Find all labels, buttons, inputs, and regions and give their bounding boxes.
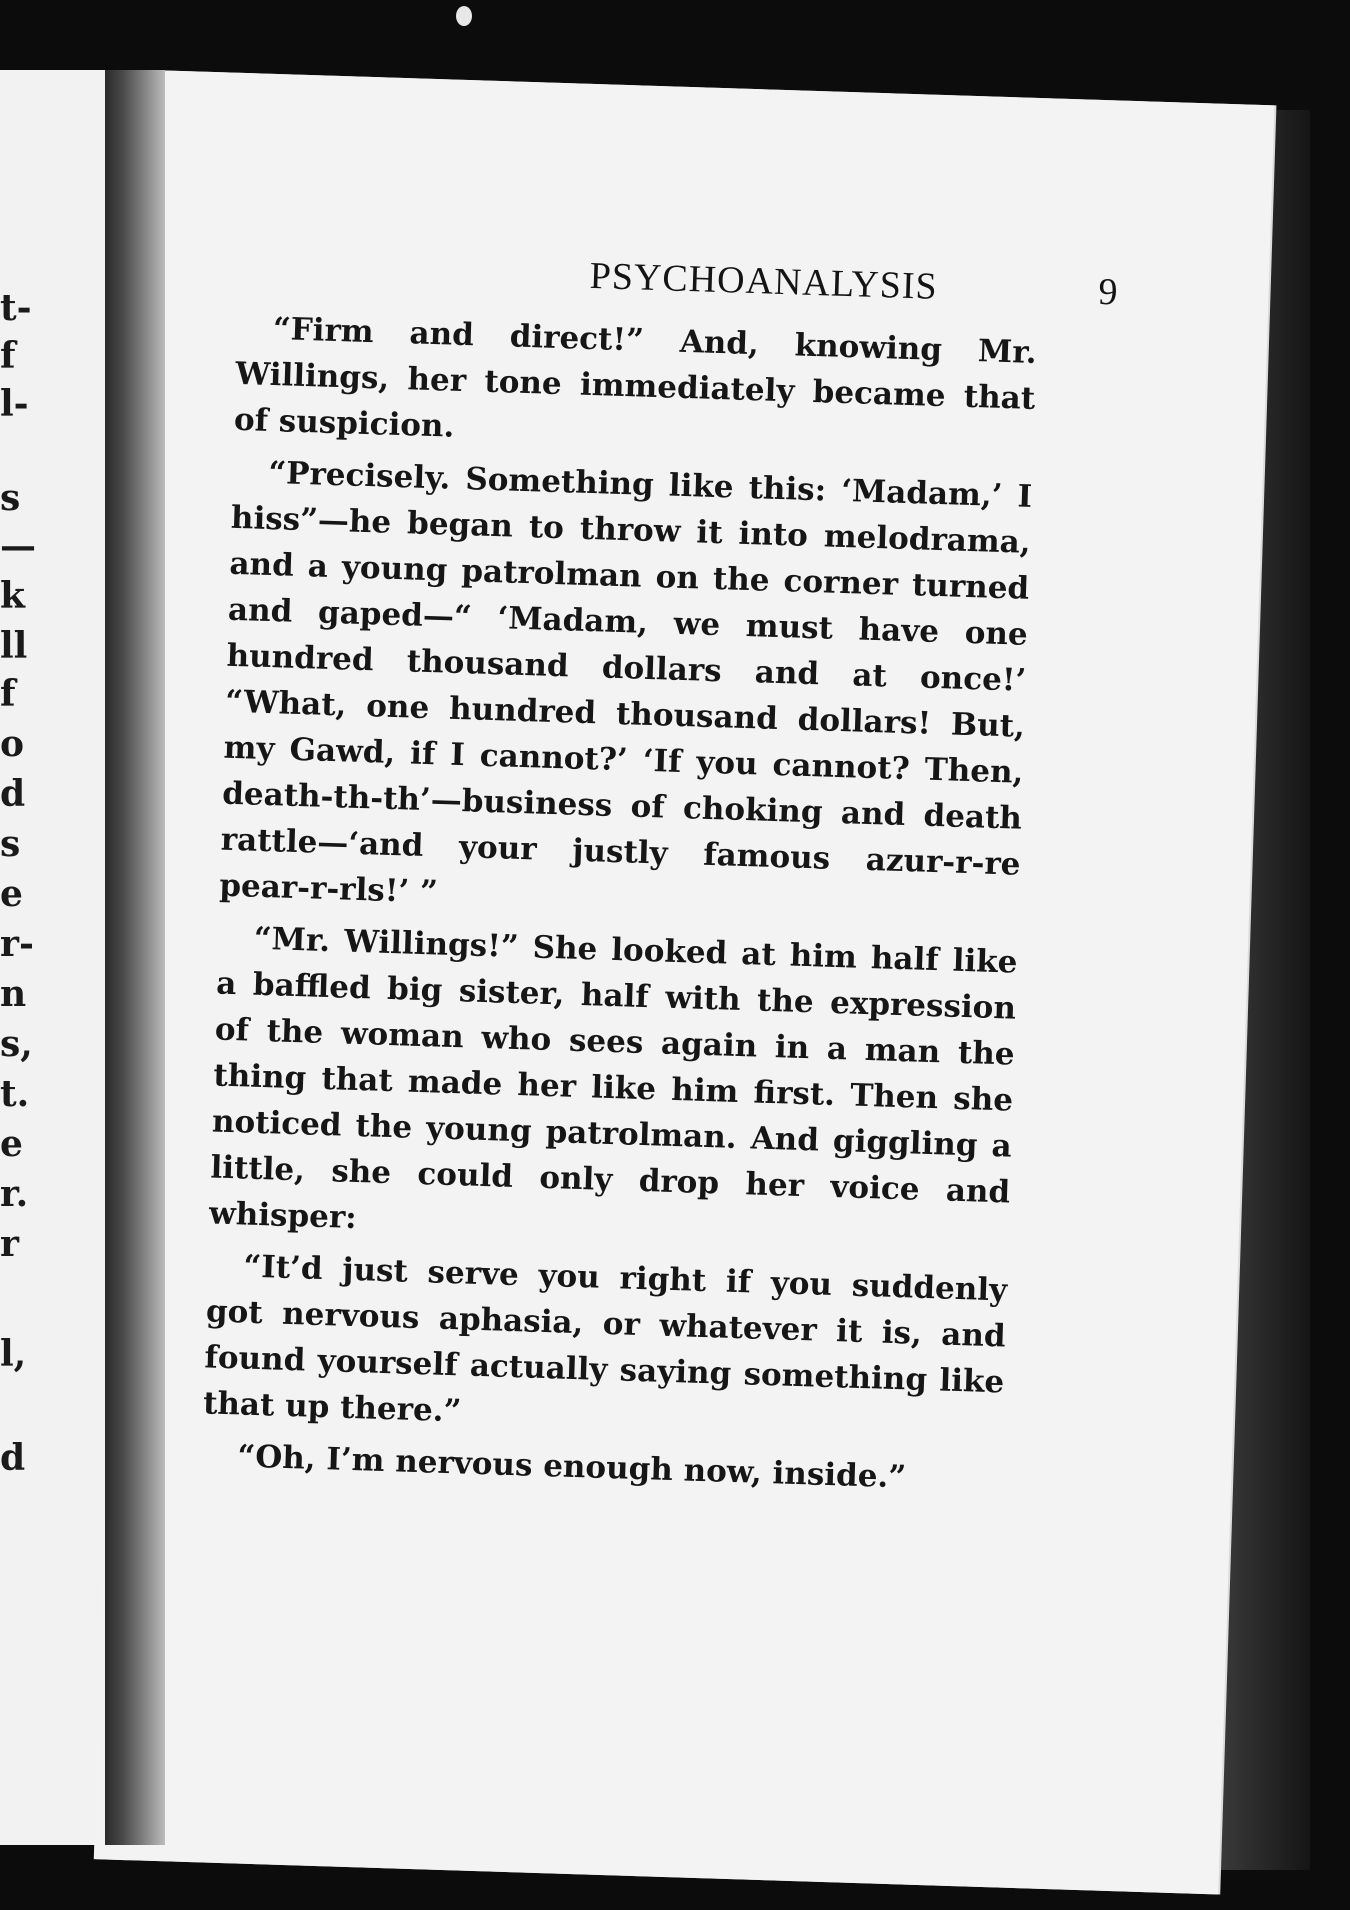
left-page-fragment: l, [0,1333,27,1375]
paragraph: “Oh, I’m nervous enough now, inside.” [236,1438,907,1496]
paragraph: “Firm and direct!” And, knowing Mr. Willings, her tone immediately became that of suspicion. [233,310,1038,445]
left-page-fragment: l- [0,383,29,425]
paragraph: “It’d just serve you right if you suddenly got nervous aphasia, or whatever it is, and found yourself actually saying something like that up there.” [202,1248,1008,1430]
left-page-fragment: — [0,525,36,567]
running-head: PSYCHOANALYSIS [589,254,939,308]
left-page-fragment: s [0,823,21,865]
left-page-fragment: k [0,575,25,617]
left-page-fragment: o [0,723,25,765]
left-page-fragment: d [0,773,26,815]
left-page-fragment: s [0,477,21,519]
paragraph: “Mr. Willings!” She looked at him half like a baffled big sister, half with the expression of the woman who sees again in a man the thing that made her like him first. Then she noticed the young patrolman. And giggling a little, she could only drop her voice and whisper: [208,920,1018,1237]
left-page-fragment: f [0,335,16,377]
left-page-fragment: t- [0,287,32,329]
left-page-fragment: r [0,1223,19,1265]
left-page-fragment: e [0,873,23,915]
book-gutter [105,70,165,1845]
left-page-fragment: r- [0,923,34,965]
left-page-fragment: ll [0,625,28,667]
scan-speck [456,6,472,26]
page-number: 9 [1097,270,1119,314]
right-page [94,70,1275,1894]
paragraph: “Precisely. Something like this: ‘Madam,’ I hiss”—he began to throw it into melodrama, and a young patrolman on the corner turned and gaped—“ ‘Madam, we must have one hundred thousand dollars and at once!’ “What, one hundred thousand dollars! But, my Gawd, if I cannot?’ ‘If you cannot? Then, death-th-th’—business of choking and death rattle—‘and your justly famous azur-r-re pear-r-rls!’ ” [218,454,1033,911]
left-page-fragment: d [0,1437,26,1479]
left-page-fragment: n [0,973,27,1015]
left-page-fragment: r. [0,1173,29,1215]
left-page-fragment: t. [0,1073,30,1115]
left-page-fragment: s, [0,1023,33,1065]
left-page-fragment: f [0,673,16,715]
left-page-fragment: e [0,1123,23,1165]
body-text [201,305,1038,1510]
